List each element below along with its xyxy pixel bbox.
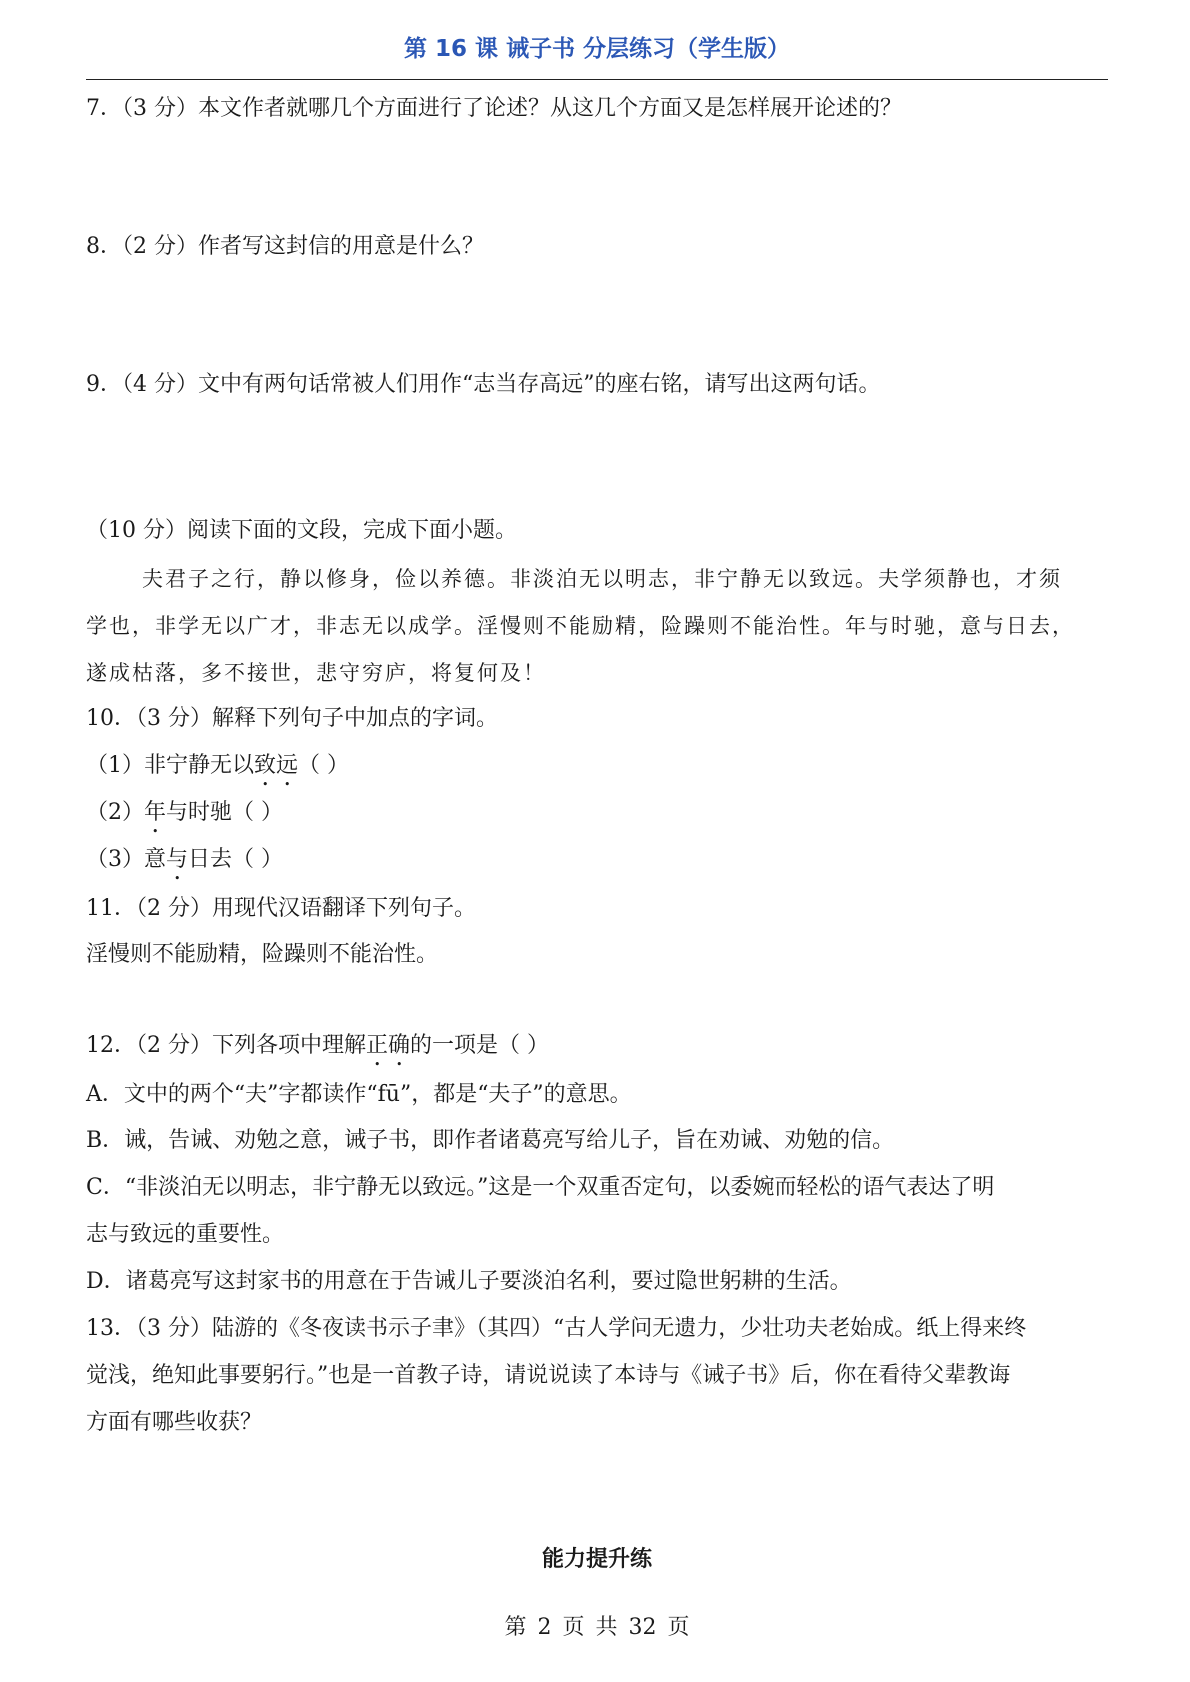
answer-blank: （ ） (298, 753, 350, 778)
header-divider (86, 79, 1108, 80)
question-13-line-1: 13．（3 分）陆游的《冬夜读书示子聿》（其四）“古人学问无遗力，少壮功夫老始成。纸上得来终 (86, 1316, 1027, 1341)
passage-line-1: 夫君子之行，静以修身，俭以养德。非淡泊无以明志，非宁静无以致远。夫学须静也，才须 (142, 567, 1062, 591)
option-a: A．文中的两个“夫”字都读作“fū”，都是“夫子”的意思。 (86, 1082, 632, 1107)
question-9: 9．（4 分）文中有两句话常被人们用作“志当存高远”的座右铭，请写出这两句话。 (86, 372, 881, 397)
question-13-line-2: 觉浅，绝知此事要躬行。”也是一首教子诗，请说说读了本诗与《诫子书》后，你在看待父辈教诲 (86, 1363, 1011, 1388)
dotted-word: 正确 (366, 1033, 411, 1058)
passage-line-2: 学也，非学无以广才，非志无以成学。淫慢则不能励精，险躁则不能治性。年与时驰，意与日去， (86, 614, 1075, 638)
question-11-sentence: 淫慢则不能励精，险躁则不能治性。 (86, 942, 439, 967)
item-text: （1）非宁静无以 (86, 753, 254, 778)
dotted-word: 年 (144, 800, 167, 825)
question-11-stem: 11．（2 分）用现代汉语翻译下列句子。 (86, 896, 476, 921)
question-12-stem (86, 1031, 549, 1071)
question-10-item-1 (86, 751, 349, 791)
option-b: B．诫，告诫、劝勉之意，诫子书，即作者诸葛亮写给儿子，旨在劝诫、劝勉的信。 (86, 1128, 895, 1153)
question-10-item-2 (86, 798, 283, 838)
item-text: （2） (86, 800, 144, 825)
answer-blank: 日去（ ） (188, 847, 284, 872)
option-d: D．诸葛亮写这封家书的用意在于告诫儿子要淡泊名利，要过隐世躬耕的生活。 (86, 1269, 852, 1294)
dotted-word: 与 (166, 847, 189, 872)
item-text: （3）意 (86, 847, 166, 872)
option-c-line-1: C．“非淡泊无以明志，非宁静无以致远。”这是一个双重否定句，以委婉而轻松的语气表达了明 (86, 1175, 995, 1200)
stem-text: 12．（2 分）下列各项中理解 (86, 1033, 366, 1058)
answer-blank: 与时驰（ ） (166, 800, 284, 825)
page-footer: 第 2 页 共 32 页 (504, 1615, 690, 1640)
question-8: 8．（2 分）作者写这封信的用意是什么？ (86, 234, 484, 259)
page-header-title: 第 16 课 诫子书 分层练习（学生版） (403, 36, 791, 62)
question-13-line-3: 方面有哪些收获？ (86, 1410, 263, 1435)
option-c-line-2: 志与致远的重要性。 (86, 1222, 285, 1247)
section-title: 能力提升练 (541, 1547, 652, 1572)
question-10-stem: 10．（3 分）解释下列句子中加点的字词。 (86, 706, 498, 731)
question-7: 7．（3 分）本文作者就哪几个方面进行了论述？从这几个方面又是怎样展开论述的？ (86, 96, 902, 121)
reading-intro: （10 分）阅读下面的文段，完成下面小题。 (86, 518, 517, 543)
passage-line-3: 遂成枯落，多不接世，悲守穷庐，将复何及！ (86, 661, 546, 685)
question-10-item-3 (86, 845, 283, 885)
answer-blank: 的一项是（ ） (410, 1033, 550, 1058)
dotted-word: 致远 (254, 753, 299, 778)
